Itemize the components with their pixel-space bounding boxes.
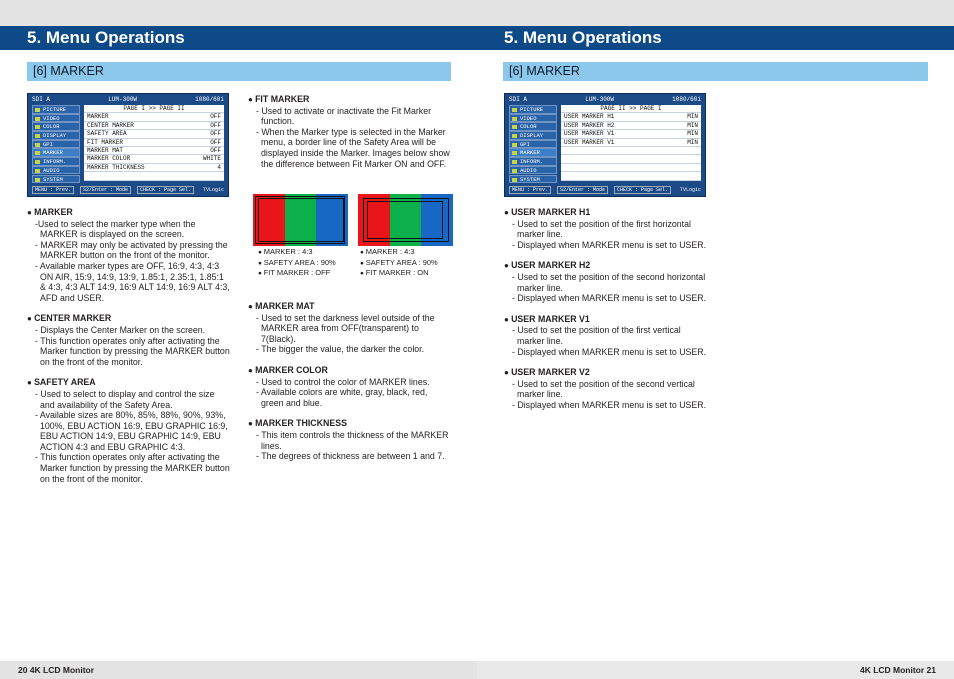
column-3-text	[504, 207, 710, 411]
item-heading: ● FIT MARKER	[248, 94, 450, 106]
osd-panel	[561, 105, 701, 181]
osd-setting-name: USER MARKER V1	[564, 130, 615, 138]
osd-setting-row	[84, 147, 224, 155]
item-heading: ● SAFETY AREA	[27, 377, 231, 389]
osd-setting-row	[84, 113, 224, 121]
spacer	[248, 355, 450, 365]
osd-menu-item: INFORM.	[509, 157, 557, 166]
osd-setting-row	[84, 122, 224, 130]
osd-setting-name: SAFETY AREA	[87, 130, 127, 138]
osd-setting-value: MIN	[687, 138, 698, 146]
spacer	[27, 367, 231, 377]
osd-setting-name: USER MARKER V1	[564, 138, 615, 146]
osd-empty-row	[561, 164, 701, 172]
osd-key-hint: S2/Enter : Mode	[80, 186, 131, 194]
osd-setting-value: MIN	[687, 113, 698, 121]
osd-source: SDI A	[509, 96, 528, 103]
osd-setting-name: MARKER MAT	[87, 146, 124, 154]
osd-brand: TVLogic	[679, 187, 701, 193]
fit-marker-on-illustration	[358, 194, 453, 246]
column-2-text-bottom	[248, 301, 450, 462]
osd-menu-item: AUDIO	[509, 166, 557, 175]
caption-line: ● MARKER : 4:3	[360, 247, 455, 258]
item-description: - Used to select to display and control the size and availability of the Safety Area.	[35, 388, 215, 410]
item-description: - The degrees of thickness are between 1 and 7.	[256, 451, 445, 462]
top-strip	[0, 0, 954, 26]
osd-key-hint: CHECK : Page Sel.	[614, 186, 671, 194]
osd-menu-page-1	[27, 93, 229, 197]
osd-side-menu	[32, 105, 80, 183]
spacer	[248, 408, 450, 418]
osd-header	[32, 96, 224, 103]
osd-panel	[84, 105, 224, 181]
osd-setting-row	[84, 155, 224, 163]
item-description: - This function operates only after activating the Marker function by pressing the MARKER button on the front of the monitor.	[35, 452, 230, 484]
osd-menu-item: COLOR	[509, 122, 557, 131]
spacer	[504, 357, 710, 367]
item-description: - Used to set the position of the first vertical marker line.	[512, 325, 681, 346]
item-heading: ● MARKER THICKNESS	[248, 418, 450, 430]
osd-key-hint: MENU : Prev.	[32, 186, 74, 194]
caption-line: ● SAFETY AREA : 90%	[258, 258, 353, 269]
osd-setting-row	[561, 130, 701, 138]
osd-menu-item: PICTURE	[32, 105, 80, 114]
caption-line: ● MARKER : 4:3	[258, 247, 353, 258]
item-heading: ● USER MARKER V2	[504, 367, 710, 379]
osd-format: 1080/60i	[672, 96, 701, 103]
caption-fit-on	[360, 247, 455, 279]
item-description: - Used to set the position of the first horizontal marker line.	[512, 218, 691, 240]
item-heading: ● USER MARKER H2	[504, 260, 710, 272]
osd-footer	[32, 187, 224, 194]
item-description: - Displays the Center Marker on the screen.	[35, 324, 206, 335]
osd-menu-item: MARKER	[509, 148, 557, 157]
osd-menu-item: PICTURE	[509, 105, 557, 114]
item-description: - Available colors are white, gray, black, red, green and blue.	[256, 387, 428, 408]
osd-setting-value: WHITE	[202, 155, 221, 163]
caption-fit-off	[258, 247, 353, 279]
osd-format: 1080/60i	[195, 96, 224, 103]
osd-brand: TVLogic	[202, 187, 224, 193]
osd-menu-item: GPI	[509, 140, 557, 149]
spacer	[504, 250, 710, 260]
footer-right: 4K LCD Monitor 21	[477, 661, 954, 679]
osd-setting-value: OFF	[210, 146, 221, 154]
osd-empty-row	[561, 155, 701, 163]
item-heading: ● MARKER	[27, 207, 231, 219]
osd-setting-row	[561, 113, 701, 121]
column-1-text	[27, 207, 231, 484]
osd-setting-value: OFF	[210, 113, 221, 121]
osd-empty-row	[84, 172, 224, 180]
osd-setting-name: USER MARKER H2	[564, 121, 615, 129]
item-description: - Displayed when MARKER menu is set to USER.	[512, 346, 707, 357]
item-description: - Used to control the color of MARKER lines.	[256, 376, 430, 387]
osd-setting-row	[84, 130, 224, 138]
osd-menu-item: VIDEO	[509, 114, 557, 123]
osd-key-hint: MENU : Prev.	[509, 186, 551, 194]
item-description: - This function operates only after activating the Marker function by pressing the MARKER button on the front of the monitor.	[35, 335, 230, 367]
footer-left: 20 4K LCD Monitor	[0, 661, 477, 679]
osd-menu-page-2	[504, 93, 706, 197]
item-heading: ● MARKER MAT	[248, 301, 450, 313]
caption-line: ● FIT MARKER : OFF	[258, 268, 353, 279]
osd-setting-row	[561, 122, 701, 130]
osd-menu-item: DISPLAY	[32, 131, 80, 140]
item-description: - Available sizes are 80%, 85%, 88%, 90%, 93%, 100%, EBU ACTION 16:9, EBU GRAPHIC 16:9, EBU ACTION 14:9, EBU GRAPHIC 14:9, EBU ACTION 4:3 and EBU GRAPHIC 4:3.	[35, 410, 228, 452]
item-heading: ● MARKER COLOR	[248, 365, 450, 377]
osd-setting-name: MARKER COLOR	[87, 155, 131, 163]
section-heading-left: [6] MARKER	[27, 62, 451, 81]
safety-area-outline	[367, 201, 443, 239]
osd-menu-item: AUDIO	[32, 166, 80, 175]
caption-line: ● FIT MARKER : ON	[360, 268, 455, 279]
osd-keys	[32, 187, 200, 194]
osd-key-hint: S2/Enter : Mode	[557, 186, 608, 194]
item-description: - Used to activate or inactivate the Fit Marker function.	[256, 105, 432, 127]
osd-source: SDI A	[32, 96, 51, 103]
osd-setting-row	[84, 164, 224, 172]
osd-menu-item: COLOR	[32, 122, 80, 131]
osd-setting-name: FIT MARKER	[87, 138, 124, 146]
item-description: - Used to set the position of the second horizontal marker line.	[512, 271, 706, 293]
osd-setting-name: CENTER MARKER	[87, 121, 134, 129]
item-description: - This item controls the thickness of the MARKER lines.	[256, 429, 449, 451]
osd-setting-value: MIN	[687, 121, 698, 129]
item-description: - Used to set the darkness level outside of the MARKER area from OFF(transparent) to 7(Black).	[256, 312, 435, 344]
item-description: - MARKER may only be activated by pressing the MARKER button on the front of the monitor.	[35, 239, 228, 261]
osd-menu-item: SYSTEM	[509, 175, 557, 184]
section-heading-right: [6] MARKER	[503, 62, 928, 81]
page-title-right: 5. Menu Operations	[477, 26, 954, 50]
osd-menu-item: VIDEO	[32, 114, 80, 123]
item-description: - Displayed when MARKER menu is set to USER.	[512, 239, 707, 250]
osd-setting-value: MIN	[687, 130, 698, 138]
osd-footer	[509, 187, 701, 194]
osd-page-indicator: PAGE I >> PAGE II	[84, 105, 224, 113]
osd-setting-value: OFF	[210, 121, 221, 129]
osd-setting-name: MARKER THICKNESS	[87, 163, 145, 171]
item-description: - The bigger the value, the darker the color.	[256, 344, 425, 355]
osd-setting-value: 4	[217, 163, 221, 171]
page-title-left: 5. Menu Operations	[0, 26, 477, 50]
osd-setting-row	[561, 139, 701, 147]
osd-setting-name: MARKER	[87, 113, 109, 121]
osd-setting-value: OFF	[210, 138, 221, 146]
osd-menu-item: MARKER	[32, 148, 80, 157]
osd-keys	[509, 187, 677, 194]
spacer	[27, 303, 231, 313]
item-heading: ● CENTER MARKER	[27, 313, 231, 325]
item-description: - Used to set the position of the second vertical marker line.	[512, 378, 695, 400]
item-description: - Displayed when MARKER menu is set to USER.	[512, 399, 707, 410]
item-heading: ● USER MARKER V1	[504, 314, 710, 326]
osd-key-hint: CHECK : Page Sel.	[137, 186, 194, 194]
item-description: - Displayed when MARKER menu is set to USER.	[512, 293, 707, 304]
safety-area-outline	[255, 196, 345, 244]
item-description: - Available marker types are OFF, 16:9, 4:3, 4:3 ON AIR, 15:9, 14:9, 13:9, 1.85:1, 2.35:1, 1.85:1 & 4:3, 4:3 ALT 14:9, 16:9 ALT 14:9, 16:9 ALT 4:3, AFD and USER.	[35, 260, 230, 303]
osd-model: LUM-300W	[585, 96, 614, 103]
osd-setting-value: OFF	[210, 130, 221, 138]
caption-line: ● SAFETY AREA : 90%	[360, 258, 455, 269]
column-2-text-top	[248, 94, 450, 169]
osd-menu-item: DISPLAY	[509, 131, 557, 140]
osd-model: LUM-300W	[108, 96, 137, 103]
osd-setting-name: USER MARKER H1	[564, 113, 615, 121]
osd-setting-row	[84, 139, 224, 147]
osd-menu-item: SYSTEM	[32, 175, 80, 184]
item-description: -Used to select the marker type when the MARKER is displayed on the screen.	[35, 218, 196, 240]
item-heading: ● USER MARKER H1	[504, 207, 710, 219]
osd-page-indicator: PAGE II >> PAGE I	[561, 105, 701, 113]
osd-menu-item: GPI	[32, 140, 80, 149]
osd-side-menu	[509, 105, 557, 183]
item-description: - When the Marker type is selected in the Marker menu, a border line of the Safety Area will be displayed inside the Marker. Images below show the difference between Fit Marker ON and OFF.	[256, 126, 450, 169]
osd-empty-row	[561, 172, 701, 180]
osd-empty-row	[561, 147, 701, 155]
osd-menu-item: INFORM.	[32, 157, 80, 166]
osd-header	[509, 96, 701, 103]
spacer	[504, 304, 710, 314]
fit-marker-off-illustration	[253, 194, 348, 246]
